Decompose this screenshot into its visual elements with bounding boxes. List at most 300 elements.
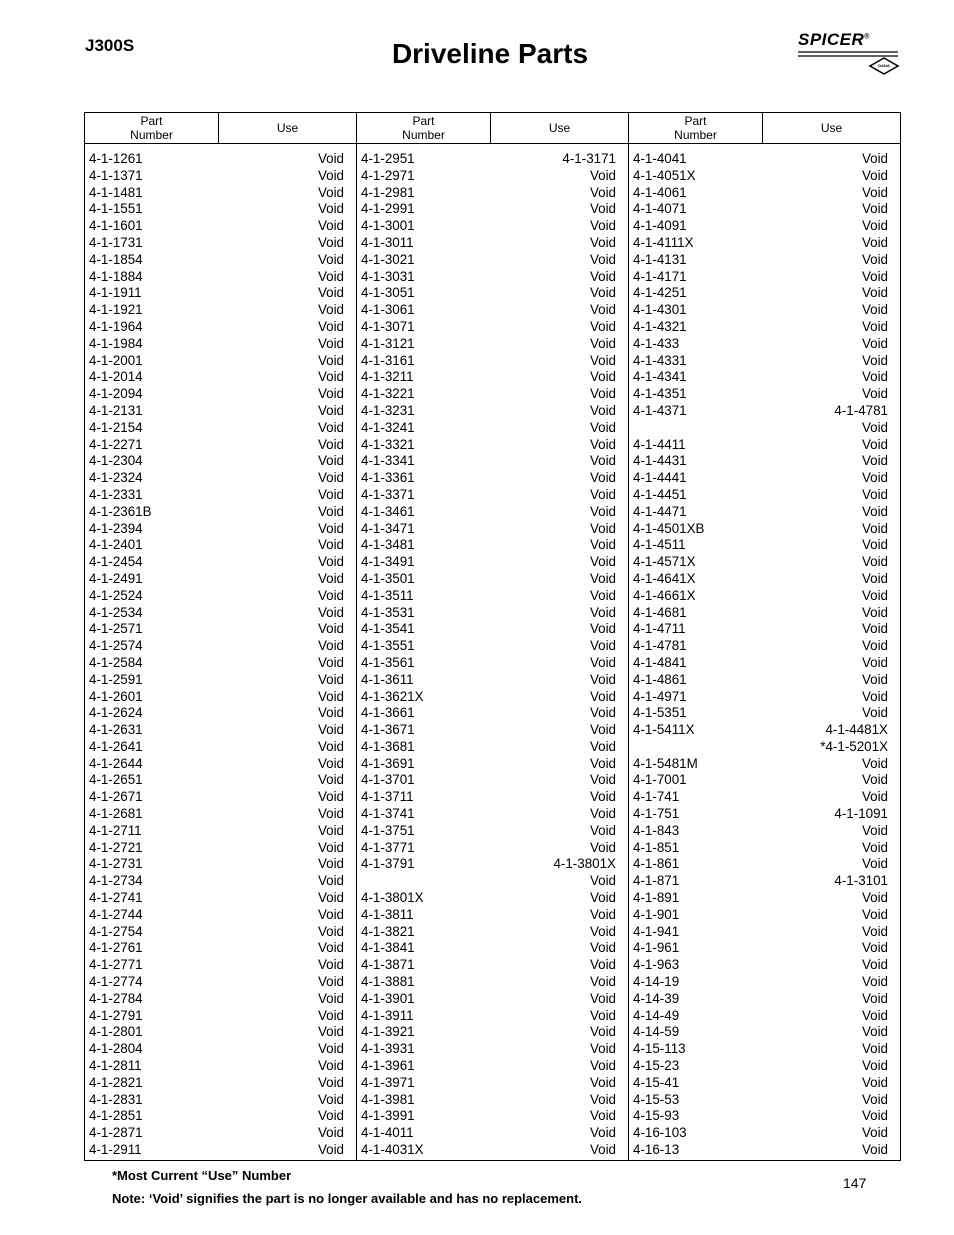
table-row — [629, 185, 900, 202]
use-cell: Void — [317, 335, 344, 351]
table-row — [629, 991, 900, 1008]
table-row — [357, 1108, 628, 1125]
model-code: J300S — [85, 36, 135, 55]
part-number-cell: 4-1-4011 — [361, 1125, 414, 1141]
part-number-cell: 4-1-4251 — [633, 285, 687, 301]
part-number-cell: 4-1-4411 — [633, 436, 686, 452]
table-row — [629, 235, 900, 252]
part-number-cell: 4-1-3621X — [361, 688, 424, 704]
use-cell: Void — [317, 151, 344, 166]
use-cell: Void — [861, 1074, 888, 1090]
table-row — [629, 1008, 900, 1025]
column-group-3 — [629, 144, 901, 1161]
table-row — [357, 772, 628, 789]
part-number-cell: 4-1-3221 — [361, 386, 415, 402]
table-row — [85, 504, 356, 521]
table-row — [85, 218, 356, 235]
part-number-cell: 4-1-1371 — [89, 167, 143, 183]
part-number-cell: 4-1-2154 — [89, 419, 143, 435]
use-header: Use — [763, 113, 901, 144]
part-number-cell: 4-1-2761 — [89, 940, 143, 956]
table-row — [85, 437, 356, 454]
use-cell: Void — [589, 722, 616, 738]
use-cell: Void — [589, 486, 616, 502]
table-row — [629, 151, 900, 168]
table-row — [357, 521, 628, 538]
part-number-cell: 4-1-3501 — [361, 570, 415, 586]
part-number-cell: 4-1-4861 — [633, 671, 687, 687]
table-row — [357, 151, 628, 168]
use-cell: Void — [589, 1074, 616, 1090]
use-cell: Void — [589, 974, 616, 990]
table-row — [85, 1024, 356, 1041]
use-cell: Void — [317, 974, 344, 990]
use-cell: Void — [317, 722, 344, 738]
use-cell: Void — [317, 839, 344, 855]
table-row — [629, 554, 900, 571]
table-row — [85, 722, 356, 739]
table-row — [85, 302, 356, 319]
use-cell: Void — [317, 1074, 344, 1090]
table-row — [357, 991, 628, 1008]
table-row — [357, 1008, 628, 1025]
part-number-cell: 4-1-4061 — [633, 184, 687, 200]
use-cell: Void — [589, 705, 616, 721]
part-number-cell: 4-1-3361 — [361, 470, 415, 486]
use-cell: Void — [317, 940, 344, 956]
part-number-cell: 4-1-4041 — [633, 151, 687, 166]
table-row — [85, 705, 356, 722]
table-row — [629, 1092, 900, 1109]
use-cell: Void — [589, 402, 616, 418]
table-row — [629, 772, 900, 789]
use-cell: Void — [589, 218, 616, 234]
table-row — [357, 403, 628, 420]
use-cell: Void — [317, 856, 344, 872]
use-cell: Void — [589, 1125, 616, 1141]
table-row — [629, 722, 900, 739]
table-row — [85, 453, 356, 470]
table-row — [85, 789, 356, 806]
part-number-cell: 4-1-3881 — [361, 974, 415, 990]
use-cell: Void — [589, 789, 616, 805]
table-row — [629, 470, 900, 487]
table-row — [357, 336, 628, 353]
table-row — [357, 470, 628, 487]
use-cell: Void — [861, 772, 888, 788]
part-number-cell: 4-1-4471 — [633, 503, 687, 519]
part-number-cell: 4-1-3661 — [361, 705, 415, 721]
table-row — [357, 974, 628, 991]
use-cell: Void — [589, 621, 616, 637]
part-number-cell: 4-1-2584 — [89, 654, 143, 670]
use-cell: Void — [589, 352, 616, 368]
table-row — [629, 705, 900, 722]
part-number-cell: 4-1-3971 — [361, 1074, 415, 1090]
use-cell: Void — [317, 822, 344, 838]
use-cell: Void — [861, 1142, 888, 1158]
use-cell: Void — [317, 554, 344, 570]
table-row — [85, 856, 356, 873]
part-number-cell: 4-1-2851 — [89, 1108, 143, 1124]
part-number-cell: 4-1-2394 — [89, 520, 143, 536]
use-cell: Void — [317, 537, 344, 553]
table-row — [357, 672, 628, 689]
table-row — [629, 873, 900, 890]
table-row — [629, 285, 900, 302]
part-number-cell: 4-1-3751 — [361, 822, 415, 838]
use-cell: Void — [589, 537, 616, 553]
part-number-header: Part Number — [357, 113, 491, 144]
use-cell: Void — [861, 234, 888, 250]
part-number-cell: 4-1-3981 — [361, 1091, 415, 1107]
table-row — [629, 672, 900, 689]
page-title: Driveline Parts — [391, 38, 589, 69]
use-cell: Void — [589, 436, 616, 452]
use-cell: Void — [589, 906, 616, 922]
table-row — [629, 1041, 900, 1058]
use-cell: Void — [861, 1041, 888, 1057]
part-number-cell: 4-1-2574 — [89, 638, 143, 654]
part-number-cell: 4-1-1984 — [89, 335, 143, 351]
part-number-cell: 4-1-3791 — [361, 856, 415, 872]
use-header: Use — [219, 113, 357, 144]
table-row — [357, 201, 628, 218]
use-cell: Void — [317, 1091, 344, 1107]
part-number-cell: 4-1-3341 — [361, 453, 415, 469]
use-cell: Void — [861, 218, 888, 234]
use-cell: Void — [589, 1108, 616, 1124]
use-cell: Void — [589, 285, 616, 301]
part-number-cell: 4-1-2951 — [361, 151, 415, 166]
part-number-cell: 4-1-2991 — [361, 201, 415, 217]
use-cell: Void — [861, 1024, 888, 1040]
use-cell: Void — [589, 503, 616, 519]
use-cell: Void — [589, 520, 616, 536]
use-cell: Void — [861, 520, 888, 536]
use-cell: Void — [861, 688, 888, 704]
part-number-cell: 4-1-3701 — [361, 772, 415, 788]
table-row — [629, 353, 900, 370]
table-row — [357, 571, 628, 588]
table-row — [629, 168, 900, 185]
table-row — [357, 1058, 628, 1075]
use-cell: Void — [861, 1125, 888, 1141]
table-row — [629, 621, 900, 638]
part-number-cell: 4-1-751 — [633, 806, 680, 822]
table-row — [357, 588, 628, 605]
use-cell: Void — [317, 251, 344, 267]
part-number-cell: 4-1-3551 — [361, 638, 415, 654]
part-number-cell: 4-1-2774 — [89, 974, 143, 990]
use-cell: Void — [317, 302, 344, 318]
part-number-cell: 4-1-3911 — [361, 1007, 414, 1023]
table-row — [85, 369, 356, 386]
part-number-cell: 4-1-1731 — [89, 234, 143, 250]
part-number-cell: 4-1-5351 — [633, 705, 687, 721]
use-cell: Void — [589, 318, 616, 334]
use-cell: Void — [861, 839, 888, 855]
use-cell: Void — [861, 654, 888, 670]
table-row — [357, 353, 628, 370]
use-cell: 4-1-1091 — [834, 806, 888, 822]
table-row — [357, 873, 628, 890]
use-cell: Void — [589, 386, 616, 402]
part-number-cell: 4-1-2591 — [89, 671, 143, 687]
use-cell: Void — [317, 688, 344, 704]
table-row — [629, 655, 900, 672]
use-cell: Void — [861, 890, 888, 906]
part-number-cell: 4-1-843 — [633, 822, 680, 838]
dana-badge-text: DANA — [878, 63, 890, 68]
part-number-cell: 4-1-2784 — [89, 990, 143, 1006]
table-row — [85, 1092, 356, 1109]
table-row — [357, 823, 628, 840]
use-cell: 4-1-3801X — [553, 856, 616, 872]
table-row — [85, 940, 356, 957]
table-row — [85, 1125, 356, 1142]
part-number-cell: 4-1-3161 — [361, 352, 415, 368]
part-number-cell: 4-1-3001 — [361, 218, 415, 234]
use-cell: Void — [589, 738, 616, 754]
use-cell: Void — [861, 587, 888, 603]
part-number-cell: 4-16-13 — [633, 1142, 680, 1158]
use-cell: Void — [589, 654, 616, 670]
part-number-cell: 4-1-1261 — [89, 151, 143, 166]
part-number-cell: 4-1-4431 — [633, 453, 687, 469]
part-number-cell: 4-1-4511 — [633, 537, 686, 553]
table-row — [85, 420, 356, 437]
part-number-cell: 4-1-2721 — [89, 839, 143, 855]
table-row — [357, 890, 628, 907]
use-cell: Void — [861, 570, 888, 586]
table-row — [85, 655, 356, 672]
table-row — [629, 1108, 900, 1125]
part-number-cell: 4-1-3241 — [361, 419, 415, 435]
part-number-cell: 4-1-3031 — [361, 268, 415, 284]
spicer-wordmark — [798, 30, 870, 50]
part-number-cell: 4-15-113 — [633, 1041, 686, 1057]
use-cell: Void — [861, 940, 888, 956]
part-number-cell — [629, 420, 761, 437]
use-cell: Void — [317, 638, 344, 654]
use-cell: Void — [317, 285, 344, 301]
part-number-cell: 4-1-2571 — [89, 621, 143, 637]
table-row — [85, 185, 356, 202]
use-cell: Void — [589, 369, 616, 385]
table-row — [357, 856, 628, 873]
use-cell: Void — [861, 436, 888, 452]
use-cell: Void — [317, 705, 344, 721]
table-row — [85, 1008, 356, 1025]
use-cell: Void — [317, 369, 344, 385]
use-cell: Void — [317, 352, 344, 368]
part-number-cell: 4-1-2981 — [361, 184, 415, 200]
part-number-cell: 4-1-3741 — [361, 806, 415, 822]
part-number-cell: 4-1-2711 — [89, 822, 142, 838]
use-cell: Void — [317, 957, 344, 973]
table-row — [357, 840, 628, 857]
use-cell: Void — [861, 906, 888, 922]
table-row — [357, 537, 628, 554]
part-number-cell: 4-1-3711 — [361, 789, 414, 805]
use-cell: Void — [317, 436, 344, 452]
use-cell: Void — [589, 957, 616, 973]
part-number-cell: 4-1-3061 — [361, 302, 415, 318]
part-number-cell: 4-1-3321 — [361, 436, 415, 452]
table-row — [357, 487, 628, 504]
use-cell: Void — [589, 1142, 616, 1158]
table-row — [357, 907, 628, 924]
column-list — [357, 151, 628, 1159]
part-number-cell: 4-1-963 — [633, 957, 680, 973]
table-row — [629, 940, 900, 957]
table-row — [629, 924, 900, 941]
page-number: 147 — [843, 1175, 867, 1191]
part-number-cell: 4-1-2631 — [89, 722, 143, 738]
use-cell: Void — [589, 453, 616, 469]
table-row — [629, 638, 900, 655]
table-row — [85, 1075, 356, 1092]
table-row — [357, 689, 628, 706]
use-cell: Void — [861, 554, 888, 570]
part-number-cell: 4-1-4111X — [633, 234, 694, 250]
use-cell: Void — [317, 873, 344, 889]
use-cell: Void — [317, 486, 344, 502]
part-number-cell: 4-1-2801 — [89, 1024, 143, 1040]
table-row — [85, 638, 356, 655]
table-row — [357, 386, 628, 403]
use-cell: Void — [317, 470, 344, 486]
part-number-cell: 4-1-3471 — [361, 520, 415, 536]
part-number-cell: 4-1-3611 — [361, 671, 414, 687]
table-row — [85, 772, 356, 789]
table-row — [357, 285, 628, 302]
table-row — [85, 285, 356, 302]
part-number-cell: 4-1-3681 — [361, 738, 415, 754]
table-row — [85, 605, 356, 622]
use-cell: Void — [317, 654, 344, 670]
table-row — [85, 201, 356, 218]
column-group-1 — [85, 144, 357, 1161]
registered-mark: ® — [864, 33, 870, 41]
part-number-cell: 4-1-3921 — [361, 1024, 415, 1040]
use-cell: Void — [861, 604, 888, 620]
table-row — [357, 806, 628, 823]
table-row — [357, 621, 628, 638]
table-row — [629, 1058, 900, 1075]
part-number-cell — [629, 739, 761, 756]
table-row — [629, 756, 900, 773]
part-number-cell: 4-1-1601 — [89, 218, 143, 234]
use-cell: *4-1-5201X — [820, 738, 888, 754]
part-number-cell: 4-1-3541 — [361, 621, 415, 637]
table-row — [85, 252, 356, 269]
table-row — [85, 689, 356, 706]
use-cell: Void — [589, 1041, 616, 1057]
table-row — [357, 1125, 628, 1142]
table-row — [85, 353, 356, 370]
part-number-cell: 4-1-3771 — [361, 839, 415, 855]
part-number-cell: 4-1-2871 — [89, 1125, 143, 1141]
part-number-cell: 4-1-4321 — [633, 318, 687, 334]
use-cell: 4-1-3171 — [562, 151, 616, 166]
use-cell: Void — [317, 201, 344, 217]
use-cell: Void — [861, 503, 888, 519]
use-cell: Void — [589, 570, 616, 586]
use-cell: Void — [589, 671, 616, 687]
use-cell: Void — [589, 839, 616, 855]
use-cell: Void — [317, 587, 344, 603]
use-cell: Void — [317, 671, 344, 687]
part-number-cell: 4-1-3531 — [361, 604, 415, 620]
table-row — [357, 1092, 628, 1109]
part-number-cell: 4-1-2601 — [89, 688, 143, 704]
part-number-cell: 4-1-2831 — [89, 1091, 143, 1107]
part-number-cell: 4-1-3931 — [361, 1041, 415, 1057]
part-number-cell — [357, 873, 485, 890]
use-cell: Void — [317, 453, 344, 469]
part-number-cell: 4-1-4661X — [633, 587, 696, 603]
use-cell: Void — [317, 268, 344, 284]
part-number-cell: 4-1-4091 — [633, 218, 687, 234]
use-cell: Void — [589, 1058, 616, 1074]
table-row — [85, 840, 356, 857]
table-row — [629, 907, 900, 924]
footnote-current-use: *Most Current “Use” Number — [112, 1168, 292, 1183]
part-number-cell: 4-1-2331 — [89, 486, 143, 502]
part-number-cell: 4-1-3671 — [361, 722, 415, 738]
use-cell: Void — [317, 738, 344, 754]
use-cell: Void — [861, 957, 888, 973]
part-number-cell: 4-14-39 — [633, 990, 680, 1006]
use-cell: Void — [317, 1125, 344, 1141]
table-row — [85, 621, 356, 638]
use-cell: Void — [317, 923, 344, 939]
use-cell: Void — [861, 923, 888, 939]
table-row — [85, 806, 356, 823]
use-cell: Void — [861, 369, 888, 385]
use-cell: Void — [589, 201, 616, 217]
table-row — [85, 957, 356, 974]
table-row — [85, 336, 356, 353]
table-row — [629, 537, 900, 554]
use-cell: Void — [861, 302, 888, 318]
use-cell: Void — [861, 1108, 888, 1124]
use-header: Use — [491, 113, 629, 144]
table-row — [629, 1142, 900, 1159]
part-number-cell: 4-1-2731 — [89, 856, 143, 872]
use-cell: Void — [317, 789, 344, 805]
part-number-cell: 4-1-1921 — [89, 302, 143, 318]
use-cell: Void — [861, 201, 888, 217]
use-cell: Void — [861, 755, 888, 771]
table-row — [357, 655, 628, 672]
use-cell: Void — [861, 318, 888, 334]
use-cell: Void — [317, 318, 344, 334]
part-number-cell: 4-1-2644 — [89, 755, 143, 771]
part-number-cell: 4-1-2624 — [89, 705, 143, 721]
table-body-row — [85, 144, 901, 1161]
use-cell: Void — [861, 184, 888, 200]
table-row — [357, 957, 628, 974]
part-number-cell: 4-1-2804 — [89, 1041, 143, 1057]
part-number-cell: 4-1-4971 — [633, 688, 687, 704]
use-cell: Void — [589, 302, 616, 318]
table-row — [357, 705, 628, 722]
spicer-wordmark-text: SPICER — [798, 30, 865, 49]
use-cell: Void — [317, 386, 344, 402]
